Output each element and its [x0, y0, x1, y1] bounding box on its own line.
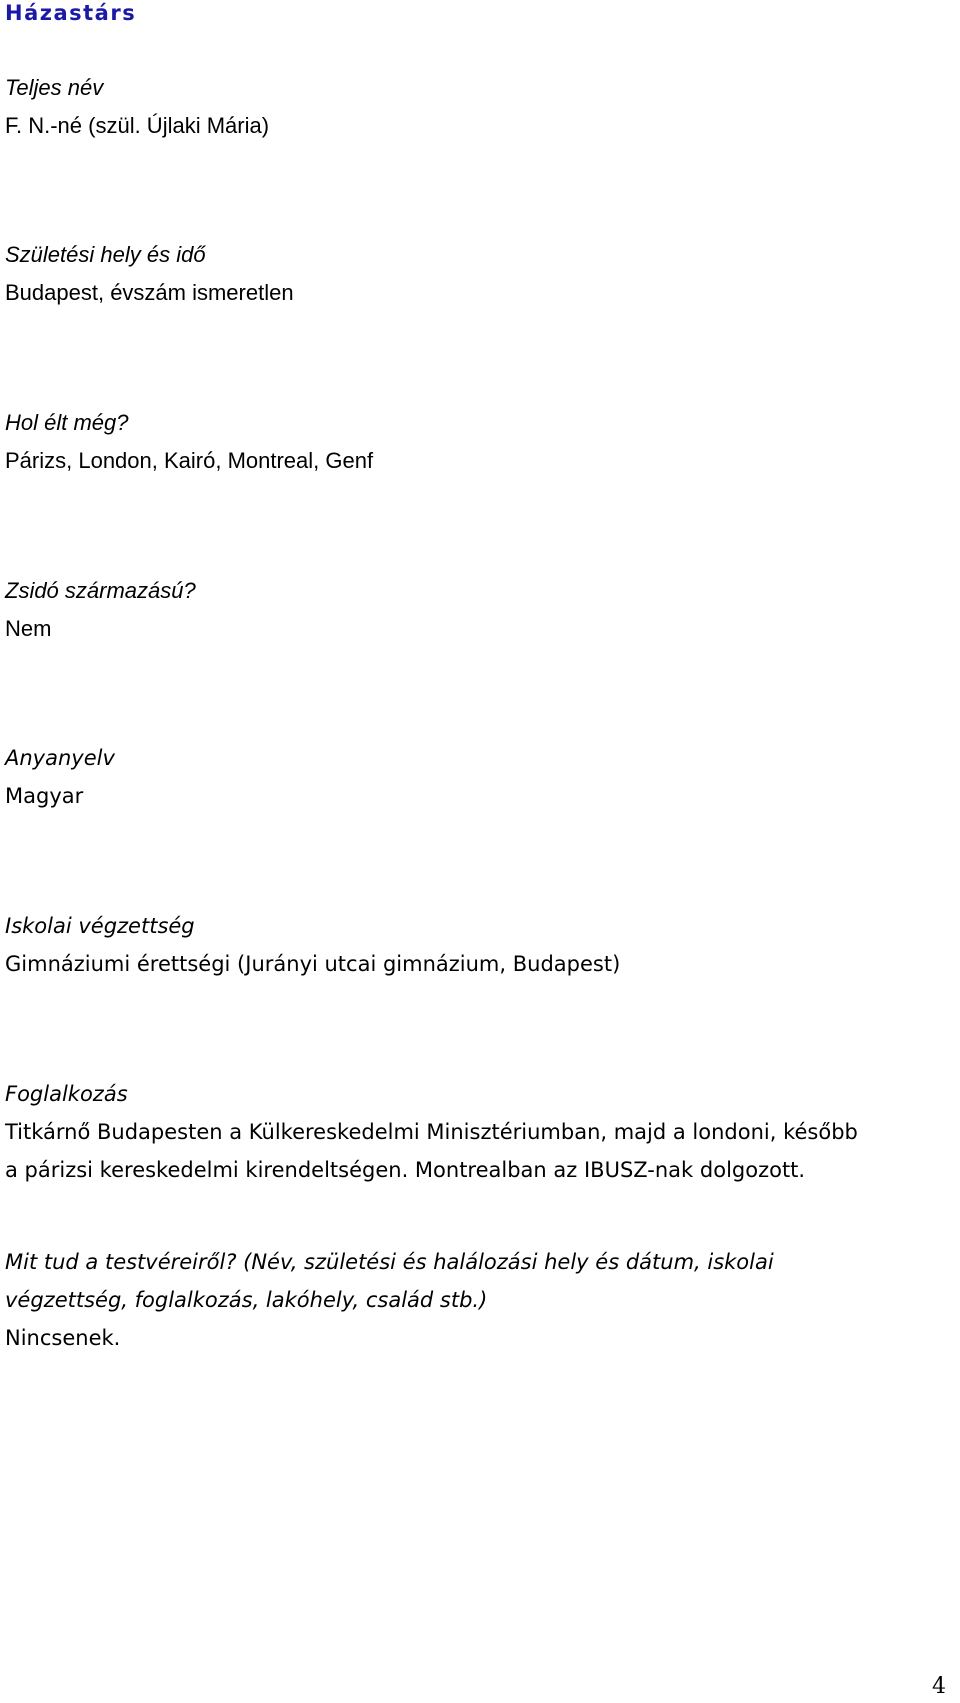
field-label-education: Iskolai végzettség — [5, 914, 195, 938]
section-heading: Házastárs — [5, 1, 137, 25]
field-label-siblings-line-2: végzettség, foglalkozás, lakóhely, család stb.) — [5, 1288, 488, 1312]
field-label-native-language: Anyanyelv — [5, 746, 115, 770]
field-value-occupation-line-2: a párizsi kereskedelmi kirendeltségen. Montrealban az IBUSZ-nak dolgozott. — [5, 1158, 806, 1182]
field-value-birthplace: Budapest, évszám ismeretlen — [5, 280, 294, 305]
field-label-birthplace: Születési hely és idő — [5, 242, 206, 267]
field-value-full-name: F. N.-né (szül. Újlaki Mária) — [5, 113, 270, 138]
field-value-other-residences: Párizs, London, Kairó, Montreal, Genf — [5, 448, 374, 473]
field-value-siblings: Nincsenek. — [5, 1326, 121, 1350]
field-label-jewish-origin: Zsidó származású? — [5, 578, 196, 603]
field-label-siblings-line-1: Mit tud a testvéreiről? (Név, születési és halálozási hely és dátum, iskolai — [5, 1250, 774, 1274]
field-value-occupation-line-1: Titkárnő Budapesten a Külkereskedelmi Minisztériumban, majd a londoni, később — [5, 1120, 858, 1144]
field-value-native-language: Magyar — [5, 784, 84, 808]
field-value-jewish-origin: Nem — [5, 616, 52, 641]
field-value-education: Gimnáziumi érettségi (Jurányi utcai gimnázium, Budapest) — [5, 952, 621, 976]
page-number: 4 — [932, 1674, 946, 1699]
field-label-other-residences: Hol élt még? — [5, 410, 129, 435]
field-label-full-name: Teljes név — [5, 75, 104, 100]
field-label-occupation: Foglalkozás — [5, 1082, 128, 1106]
